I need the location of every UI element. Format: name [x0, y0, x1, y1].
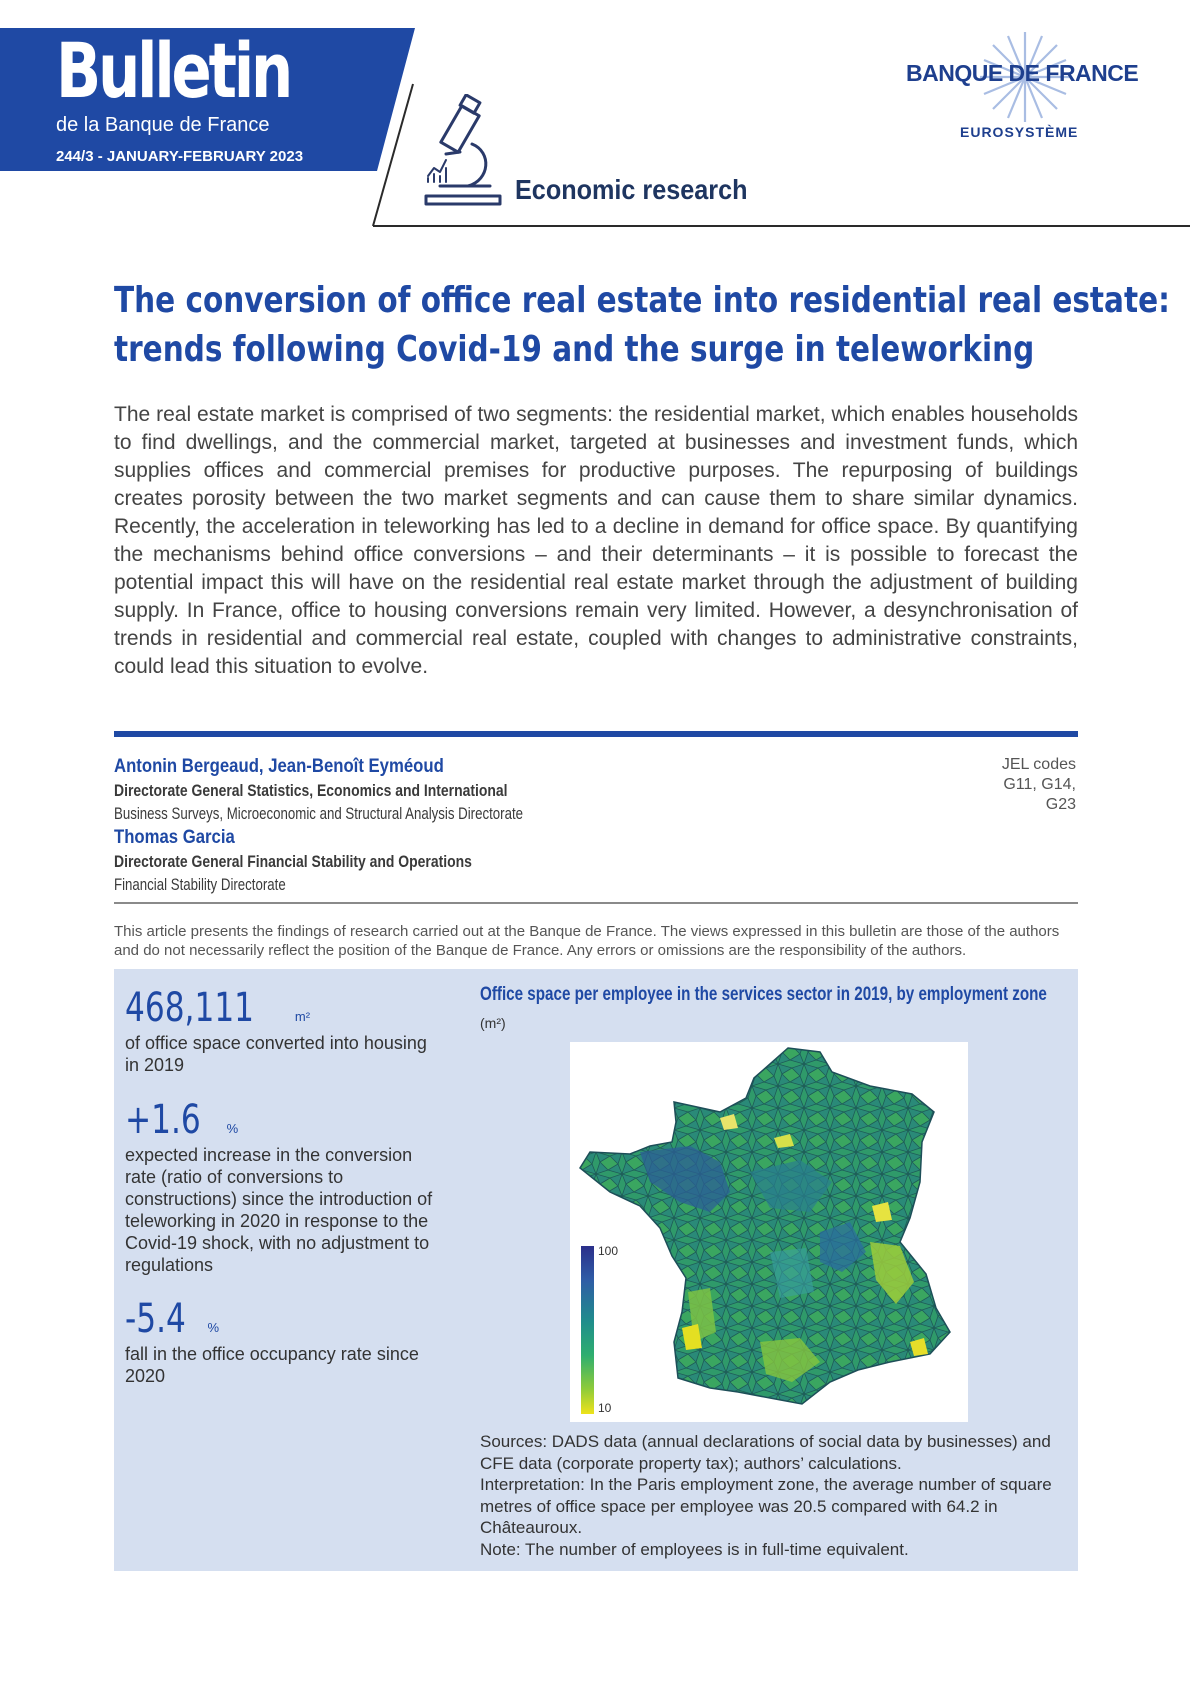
key-figure-value: +1.6 [125, 1097, 201, 1143]
key-figure-value: 468,111 [125, 985, 255, 1031]
key-figure-unit: % [207, 1320, 220, 1335]
jel-codes [1002, 755, 1076, 815]
issue-number: 244/3 - JANUARY-FEBRUARY 2023 [56, 148, 304, 165]
key-figure-text: expected increase in the conversion rate (ratio of conversions to constructions) since the introduction of teleworking in 2020 in response to the Covid-19 shock, with no adjustment to regulations [125, 1145, 433, 1275]
map-sources: Sources: DADS data (annual declarations of social data by businesses) and CFE data (corporate property tax); authors’ calculations. [480, 1432, 1051, 1473]
jel-line: G23 [1045, 796, 1076, 813]
article-title [114, 276, 1170, 374]
france-choropleth-map [570, 1042, 968, 1422]
bulletin-title: Bulletin [56, 26, 291, 115]
map-note: Note: The number of employees is in full-time equivalent. [480, 1539, 909, 1559]
jel-label: JEL codes [1001, 756, 1076, 773]
key-figure-unit: % [226, 1121, 239, 1136]
bulletin-subtitle: de la Banque de France [56, 114, 270, 136]
key-figure [125, 1297, 445, 1387]
authors-block [114, 754, 814, 896]
key-figure-unit: m² [294, 1009, 311, 1024]
france-map-shape [570, 1042, 968, 1422]
author-names: Thomas Garcia [114, 827, 235, 848]
disclaimer: This article presents the findings of research carried out at the Banque de France. The views expressed in this bulletin are those of the authors and do not necessarily reflect the position of the Banque de France. Any errors or omissions are the responsibility of the authors. [114, 923, 1060, 959]
author-names: Antonin Bergeaud, Jean-Benoît Eyméoud [114, 756, 444, 777]
brand-name: BANQUE DE FRANCE [906, 60, 1139, 86]
author-directorate: Directorate General Statistics, Economics and International [114, 781, 508, 800]
map-interpretation: Interpretation: In the Paris employment zone, the average number of square metres of office space per employee was 20.5 compared with 64.2 in Châteauroux. [480, 1475, 1052, 1537]
map-unit: (m²) [480, 1015, 506, 1031]
map-title: Office space per employee in the services sector in 2019, by employment zone [480, 984, 1047, 1005]
map-notes [480, 1431, 1060, 1560]
scale-max-label: 100 [598, 1244, 619, 1258]
key-figure-text: of office space converted into housing in 2019 [125, 1033, 427, 1075]
author-directorate: Directorate General Financial Stability and Operations [114, 852, 472, 871]
key-figure [125, 986, 445, 1076]
article-title-line-2: trends following Covid-19 and the surge in teleworking [114, 329, 1035, 370]
article-abstract: The real estate market is comprised of two segments: the residential market, which enables households to find dwellings, and the commercial market, targeted at businesses and investment funds, which supplies offices and commercial premises for productive purposes. The repurposing of buildings creates porosity between the two market segments and can cause them to share similar dynamics. Recently, the acceleration in teleworking has led to a decline in demand for office space. By quantifying the mechanisms behind office conversions – and their determinants – it is possible to forecast the potential impact this will have on the residential real estate market through the adjustment of building supply. In France, office to housing conversions remain very limited. However, a desynchronisation of trends in residential and commercial real estate, coupled with changes to administrative constraints, could lead this situation to evolve. [114, 403, 1078, 678]
eurosystem-label: EUROSYSTÈME [960, 124, 1079, 140]
article-title-line-1: The conversion of office real estate into residential real estate: [114, 280, 1170, 321]
rubric-label: Economic research [515, 174, 748, 205]
key-figure-value: -5.4 [125, 1296, 186, 1342]
author-subdirectorate: Business Surveys, Microeconomic and Structural Analysis Directorate [114, 804, 524, 823]
key-figure [125, 1098, 445, 1276]
author-subdirectorate: Financial Stability Directorate [114, 875, 286, 894]
map-color-scale [581, 1246, 594, 1414]
section-divider [114, 902, 1078, 904]
microscope-icon [420, 94, 510, 206]
scale-min-label: 10 [598, 1401, 612, 1415]
key-figure-text: fall in the office occupancy rate since 2020 [125, 1344, 419, 1386]
jel-line: G11, G14, [1003, 776, 1076, 793]
section-divider [114, 731, 1078, 737]
